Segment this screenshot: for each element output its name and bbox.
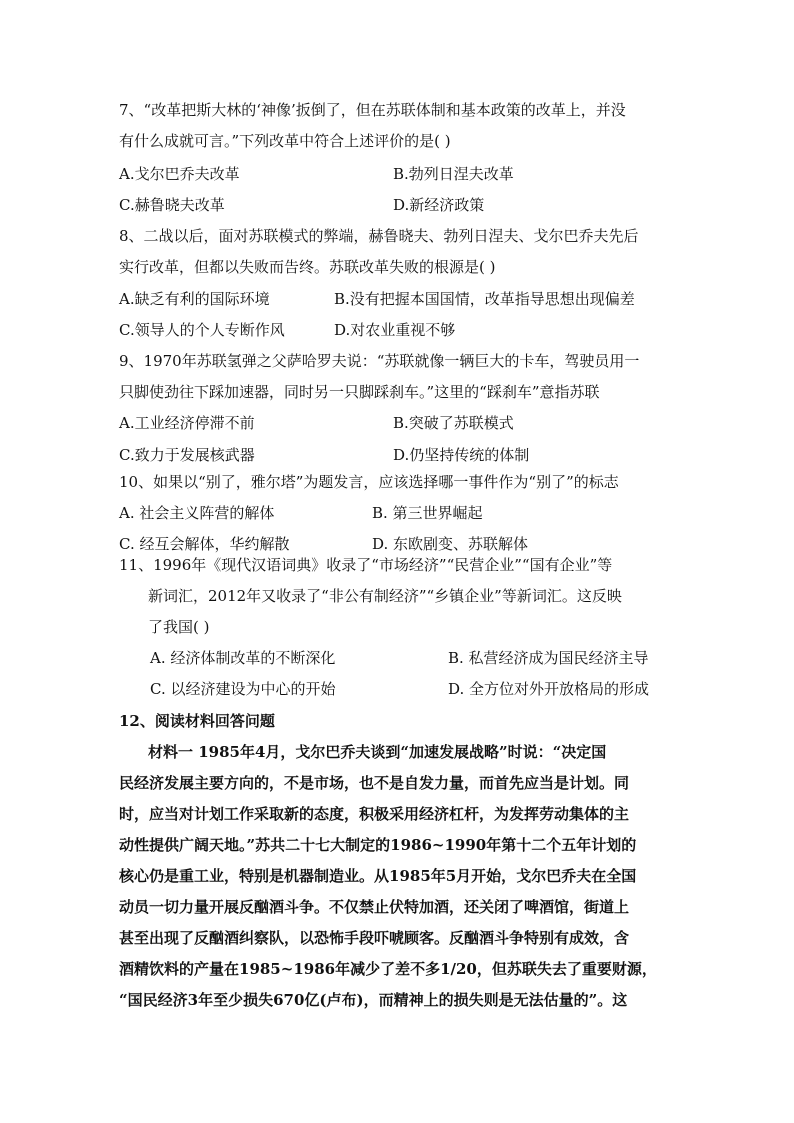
q10-option-d[interactable]: D. 东欧剧变、苏联解体 — [372, 535, 529, 553]
q12-material-line: 材料一 1985年4月，戈尔巴乔夫谈到“加速发展战略”时说：“决定国 — [148, 743, 607, 761]
q11-stem-line1: 11、1996年《现代汉语词典》收录了“市场经济”“民营企业”“国有企业”等 — [119, 556, 613, 574]
q9-option-b[interactable]: B.突破了苏联模式 — [393, 414, 514, 432]
q12-material-line: 时，应当对计划工作采取新的态度，积极采用经济杠杆，为发挥劳动集体的主 — [119, 805, 630, 823]
q12-material-line: 动性提供广阔天地。”苏共二十七大制定的1986~1990年第十二个五年计划的 — [119, 836, 637, 854]
q10-option-c[interactable]: C. 经互会解体，华约解散 — [119, 535, 290, 553]
q8-option-b[interactable]: B.没有把握本国国情，改革指导思想出现偏差 — [334, 290, 635, 308]
q9-stem-line1: 9、1970年苏联氢弹之父萨哈罗夫说：“苏联就像一辆巨大的卡车，驾驶员用一 — [119, 352, 640, 370]
q8-stem-line2: 实行改革，但都以失败而告终。苏联改革失败的根源是( ) — [119, 258, 496, 276]
q8-option-c[interactable]: C.领导人的个人专断作风 — [119, 321, 285, 339]
q7-option-a[interactable]: A.戈尔巴乔夫改革 — [119, 165, 240, 183]
q12-title: 12、阅读材料回答问题 — [119, 712, 275, 730]
q9-option-a[interactable]: A.工业经济停滞不前 — [119, 414, 255, 432]
q7-option-d[interactable]: D.新经济政策 — [393, 196, 485, 214]
q11-option-d[interactable]: D. 全方位对外开放格局的形成 — [448, 680, 650, 698]
q10-stem-line1: 10、如果以“别了，雅尔塔”为题发言，应该选择哪一事件作为“别了”的标志 — [119, 473, 619, 491]
q7-stem-line1: 7、“改革把斯大林的‘神像’扳倒了，但在苏联体制和基本政策的改革上，并没 — [119, 101, 626, 119]
q9-option-d[interactable]: D.仍坚持传统的体制 — [393, 446, 530, 464]
q8-option-d[interactable]: D.对农业重视不够 — [334, 321, 456, 339]
q12-material-line: 民经济发展主要方向的，不是市场，也不是自发力量，而首先应当是计划。同 — [119, 774, 630, 792]
q7-option-c[interactable]: C.赫鲁晓夫改革 — [119, 196, 225, 214]
q11-option-a[interactable]: A. 经济体制改革的不断深化 — [150, 649, 336, 667]
q8-stem-line1: 8、二战以后，面对苏联模式的弊端，赫鲁晓夫、勃列日涅夫、戈尔巴乔夫先后 — [119, 227, 639, 245]
q12-material-line: 甚至出现了反酗酒纠察队，以恐怖手段吓唬顾客。反酗酒斗争特别有成效，含 — [119, 929, 630, 947]
q10-option-b[interactable]: B. 第三世界崛起 — [372, 504, 483, 522]
q7-stem-line2: 有什么成就可言。”下列改革中符合上述评价的是( ) — [119, 132, 451, 150]
q11-option-b[interactable]: B. 私营经济成为国民经济主导 — [448, 649, 649, 667]
q12-material-line: 酒精饮料的产量在1985~1986年减少了差不多1/20，但苏联失去了重要财源， — [119, 960, 657, 978]
q12-material-line: “国民经济3年至少损失670亿(卢布)，而精神上的损失则是无法估量的”。这 — [119, 991, 628, 1009]
q10-option-a[interactable]: A. 社会主义阵营的解体 — [119, 504, 275, 522]
q12-material-line: 动员一切力量开展反酗酒斗争。不仅禁止伏特加酒，还关闭了啤酒馆，街道上 — [119, 898, 630, 916]
q8-option-a[interactable]: A.缺乏有利的国际环境 — [119, 290, 270, 308]
q9-option-c[interactable]: C.致力于发展核武器 — [119, 446, 255, 464]
q7-option-b[interactable]: B.勃列日涅夫改革 — [393, 165, 514, 183]
q11-option-c[interactable]: C. 以经济建设为中心的开始 — [150, 680, 336, 698]
q11-stem-line2: 新词汇，2012年又收录了“非公有制经济”“乡镇企业”等新词汇。这反映 — [148, 587, 622, 605]
q12-material-line: 核心仍是重工业，特别是机器制造业。从1985年5月开始，戈尔巴乔夫在全国 — [119, 867, 637, 885]
q9-stem-line2: 只脚使劲往下踩加速器，同时另一只脚踩刹车。”这里的“踩刹车”意指苏联 — [119, 383, 600, 401]
q11-stem-line3: 了我国( ) — [148, 618, 210, 636]
